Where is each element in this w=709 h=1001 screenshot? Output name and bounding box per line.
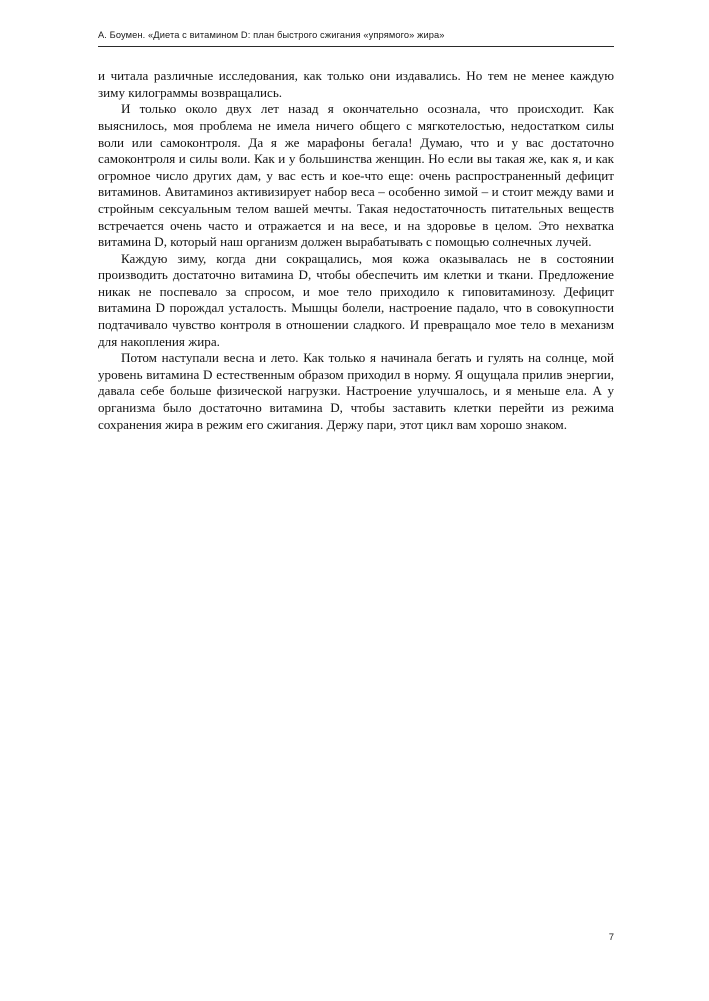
header-rule xyxy=(98,46,614,47)
running-head: А. Боумен. «Диета с витамином D: план быстрого сжигания «упрямого» жира» xyxy=(98,30,445,40)
paragraph: и читала различные исследования, как только они издавались. Но тем не менее каждую зиму килограммы возвращались. xyxy=(98,68,614,100)
body-text xyxy=(98,68,614,433)
paragraph: Потом наступали весна и лето. Как только я начинала бегать и гулять на солнце, мой уровень витамина D естественным образом приходил в норму. Я ощущала прилив энергии, давала себе больше физической нагрузки. Настроение улучшалось, и я меньше ела. А у организма было достаточно витамина D, чтобы заставить клетки перейти из режима сохранения жира в режим его сжигания. Держу пари, этот цикл вам хорошо знаком. xyxy=(98,350,614,432)
paragraph: И только около двух лет назад я окончательно осознала, что происходит. Как выяснилось, моя проблема не имела ничего общего с мягкотелостью, недостатком силы воли или самоконтроля. Да я же марафоны бегала! Думаю, что и у вас достаточно самоконтроля и силы воли. Как и у большинства женщин. Но если вы такая же, как я, и как огромное число других дам, у вас есть и кое-что еще: очень распространенный дефицит витаминов. Авитаминоз активизирует набор веса – особенно зимой – и стоит между вами и стройным сексуальным телом вашей мечты. Такая недостаточность питательных веществ встречается очень часто и отражается и на весе, и на здоровье в целом. Это нехватка витамина D, который наш организм должен вырабатывать с помощью солнечных лучей. xyxy=(98,101,614,250)
page-number: 7 xyxy=(608,932,614,943)
page-content xyxy=(98,30,614,433)
paragraph: Каждую зиму, когда дни сокращались, моя кожа оказывалась не в состоянии производить достаточно витамина D, чтобы обеспечить им клетки и ткани. Предложение никак не поспевало за спросом, и мое тело приходило к гиповитаминозу. Дефицит витамина D порождал усталость. Мышцы болели, настроение падало, что в совокупности подтачивало чувство контроля в отношении сладкого. И превращало мое тело в механизм для накопления жира. xyxy=(98,250,614,349)
